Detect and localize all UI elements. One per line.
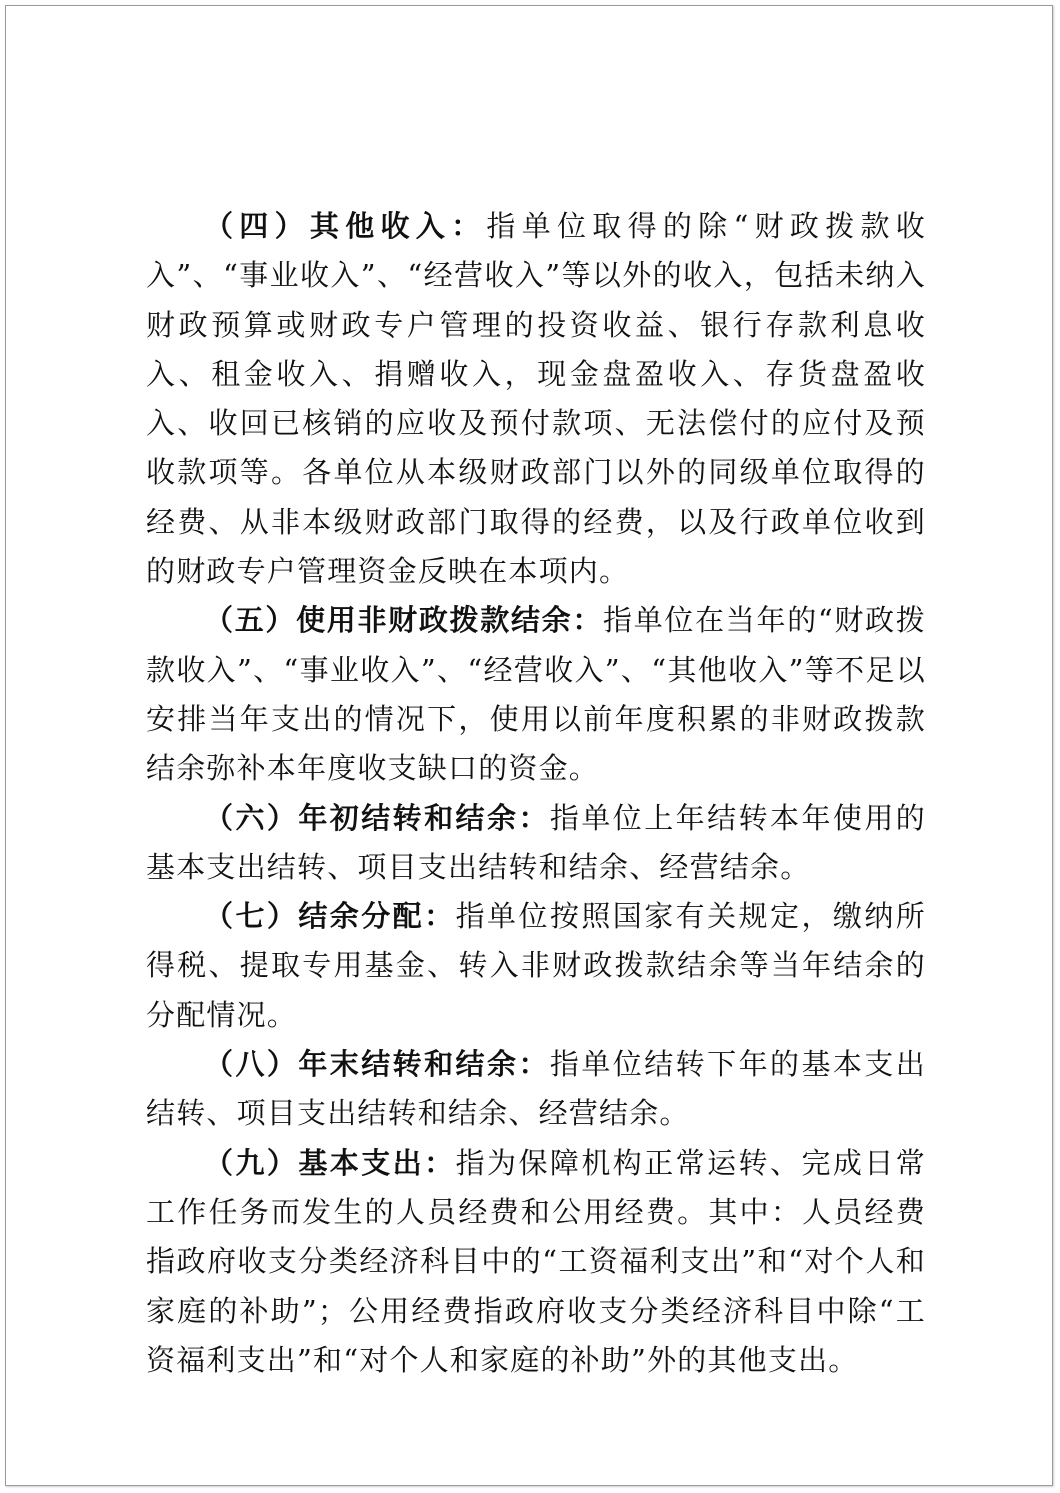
section-heading: （八）年末结转和结余： — [204, 1047, 550, 1082]
section-other-income — [146, 202, 926, 596]
section-opening-balance — [146, 794, 926, 893]
document-page — [5, 5, 1053, 1486]
section-heading: （九）基本支出： — [204, 1145, 456, 1180]
section-text: 指单位取得的除“财政拨款收入”、“事业收入”、“经营收入”等以外的收入，包括未纳入财政预算或财政专户管理的投资收益、银行存款利息收入、租金收入、捐赠收入，现金盘盈收入、存货盘盈收入、收回已核销的应收及预付款项、无法偿付的应付及预收款项等。各单位从本级财政部门以外的同级单位取得的经费、从非本级财政部门取得的经费，以及行政单位收到的财政专户管理资金反映在本项内。 — [146, 209, 926, 589]
section-basic-expenditure — [146, 1139, 926, 1385]
section-text: 指单位按照国家有关规定，缴纳所得税、提取专用基金、转入非财政拨款结余等当年结余的分配情况。 — [146, 899, 926, 1032]
section-heading: （七）结余分配： — [204, 899, 456, 934]
document-body — [146, 202, 926, 1385]
section-heading: （四）其他收入： — [204, 209, 487, 243]
section-heading: （五）使用非财政拨款结余： — [204, 603, 604, 638]
section-text: 指为保障机构正常运转、完成日常工作任务而发生的人员经费和公用经费。其中：人员经费指政府收支分类经济科目中的“工资福利支出”和“对个人和家庭的补助”；公用经费指政府收支分类经济科目中除“工资福利支出”和“对个人和家庭的补助”外的其他支出。 — [146, 1145, 926, 1377]
section-closing-balance — [146, 1040, 926, 1139]
section-non-fiscal-surplus — [146, 596, 926, 793]
section-text: 指单位在当年的“财政拨款收入”、“事业收入”、“经营收入”、“其他收入”等不足以安排当年支出的情况下，使用以前年度积累的非财政拨款结余弥补本年度收支缺口的资金。 — [146, 603, 926, 786]
section-text: 指单位上年结转本年使用的基本支出结转、项目支出结转和结余、经营结余。 — [146, 800, 927, 884]
section-surplus-distribution — [146, 892, 926, 1040]
section-text: 指单位结转下年的基本支出结转、项目支出结转和结余、经营结余。 — [146, 1047, 927, 1131]
section-heading: （六）年初结转和结余： — [204, 800, 550, 835]
